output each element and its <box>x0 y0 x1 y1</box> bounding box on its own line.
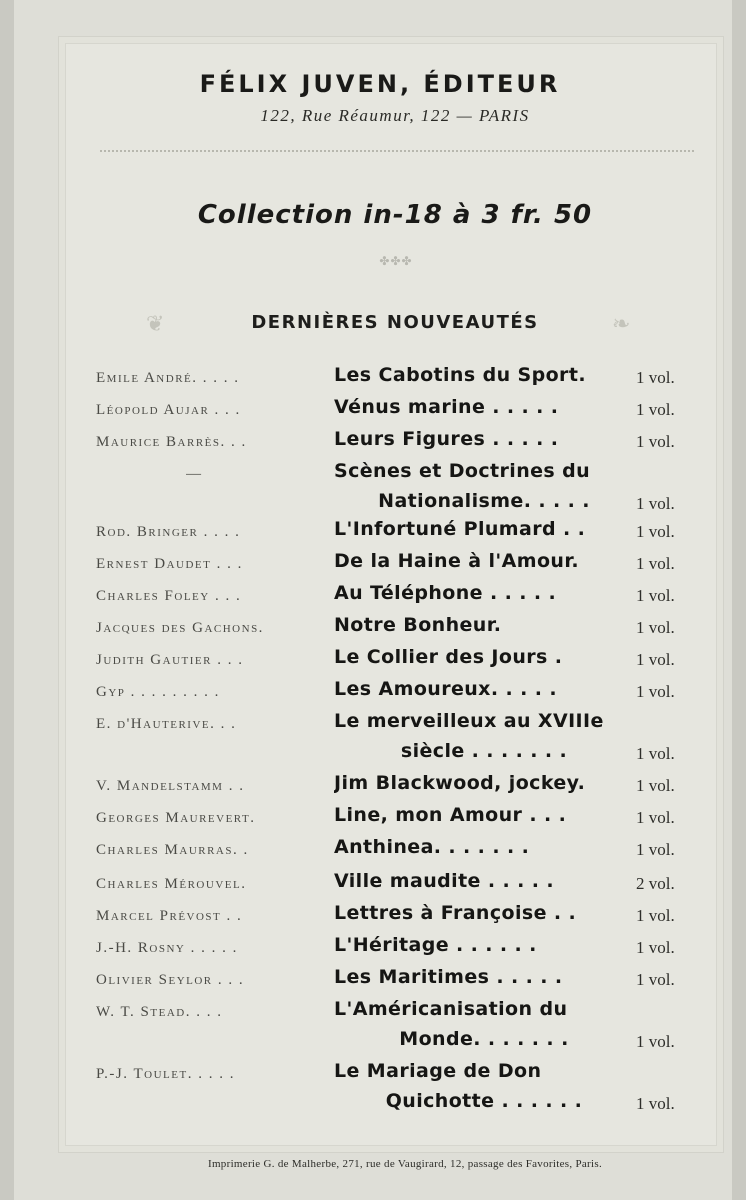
entry-author: E. d'Hauterive. . . <box>96 716 237 732</box>
entry-title: L'Infortuné Plumard . . <box>334 518 586 540</box>
entry-title: De la Haine à l'Amour. <box>334 550 580 572</box>
publisher-name: FÉLIX JUVEN, ÉDITEUR <box>199 70 561 98</box>
entry-volume-count: 1 vol. <box>636 938 675 957</box>
entry-author: Charles Mérouvel. <box>96 876 247 892</box>
entry-author: Georges Maurevert. <box>96 810 256 826</box>
entry-author: W. T. Stead. . . . <box>96 1004 223 1020</box>
entry-volume-count: 1 vol. <box>636 618 675 637</box>
entry-volume-count: 1 vol. <box>636 650 675 669</box>
right-scroll-ornament-icon: ❧ <box>612 312 631 337</box>
entry-volume-count: 2 vol. <box>636 874 675 893</box>
entry-title: Lettres à Françoise . . <box>334 902 577 924</box>
entry-author: Maurice Barrès. . . <box>96 434 247 450</box>
entry-volume-count: 1 vol. <box>636 1032 675 1051</box>
entry-author: Jacques des Gachons. <box>96 620 264 636</box>
entry-volume-count: 1 vol. <box>636 522 675 541</box>
entry-author: P.-J. Toulet. . . . . <box>96 1066 235 1082</box>
entry-author: Charles Foley . . . <box>96 588 242 604</box>
entry-author: Emile André. . . . . <box>96 370 240 386</box>
entry-title: Anthinea. . . . . . . <box>334 836 530 858</box>
entry-volume-count: 1 vol. <box>636 1094 675 1113</box>
entry-author: Ernest Daudet . . . <box>96 556 243 572</box>
entry-volume-count: 1 vol. <box>636 970 675 989</box>
entry-title: Au Téléphone . . . . . <box>334 582 557 604</box>
printer-imprint: Imprimerie G. de Malherbe, 271, rue de Vaugirard, 12, passage des Favorites, Paris. <box>207 1158 602 1170</box>
entry-title: Line, mon Amour . . . <box>334 804 567 826</box>
entry-author: Judith Gautier . . . <box>96 652 244 668</box>
left-scroll-ornament-icon: ❦ <box>146 312 165 337</box>
header-divider <box>100 150 694 152</box>
section-title: DERNIÈRES NOUVEAUTÉS <box>251 312 539 333</box>
entry-title: Le Mariage de Don <box>334 1060 542 1082</box>
entry-title: Scènes et Doctrines du <box>334 460 591 482</box>
entry-author: Olivier Seylor . . . <box>96 972 245 988</box>
entry-volume-count: 1 vol. <box>636 494 675 513</box>
entry-volume-count: 1 vol. <box>636 776 675 795</box>
collection-title: Collection in-18 à 3 fr. 50 <box>197 200 593 230</box>
entry-author: Marcel Prévost . . <box>96 908 243 924</box>
entry-volume-count: 1 vol. <box>636 368 675 387</box>
publisher-address: 122, Rue Réaumur, 122 — PARIS <box>260 106 530 125</box>
entry-title: Ville maudite . . . . . <box>334 870 554 892</box>
entry-title: Le Collier des Jours . <box>334 646 563 668</box>
entry-volume-count: 1 vol. <box>636 840 675 859</box>
entry-volume-count: 1 vol. <box>636 906 675 925</box>
entry-volume-count: 1 vol. <box>636 682 675 701</box>
entry-author: Charles Maurras. . <box>96 842 249 858</box>
entry-title: Leurs Figures . . . . . <box>334 428 559 450</box>
entry-title: Les Maritimes . . . . . <box>334 966 563 988</box>
entry-volume-count: 1 vol. <box>636 400 675 419</box>
entry-author: Rod. Bringer . . . . <box>96 524 241 540</box>
entry-title: Les Amoureux. . . . . <box>334 678 557 700</box>
entry-title: Le merveilleux au XVIIIe <box>334 710 604 732</box>
entry-author: — <box>186 466 203 482</box>
entry-volume-count: 1 vol. <box>636 744 675 763</box>
entry-title: Notre Bonheur. <box>334 614 502 636</box>
entry-title: Vénus marine . . . . . <box>334 396 559 418</box>
entry-author: J.-H. Rosny . . . . . <box>96 940 238 956</box>
entry-title: Monde. . . . . . . <box>399 1028 569 1050</box>
entry-title: Les Cabotins du Sport. <box>334 364 586 386</box>
entry-title: Quichotte . . . . . . <box>385 1090 583 1112</box>
entry-author: Léopold Aujar . . . <box>96 402 241 418</box>
entry-volume-count: 1 vol. <box>636 808 675 827</box>
entry-title: L'Américanisation du <box>334 998 568 1020</box>
entry-volume-count: 1 vol. <box>636 432 675 451</box>
entry-author: V. Mandelstamm . . <box>96 778 245 794</box>
entry-author: Gyp . . . . . . . . . <box>96 684 220 700</box>
entry-volume-count: 1 vol. <box>636 586 675 605</box>
fleuron-ornament-icon: ✤✤✤ <box>379 254 413 268</box>
entry-title: Jim Blackwood, jockey. <box>334 772 586 794</box>
entry-title: siècle . . . . . . . <box>400 740 568 762</box>
entry-volume-count: 1 vol. <box>636 554 675 573</box>
entry-title: Nationalisme. . . . . <box>378 490 590 512</box>
entry-title: L'Héritage . . . . . . <box>334 934 537 956</box>
